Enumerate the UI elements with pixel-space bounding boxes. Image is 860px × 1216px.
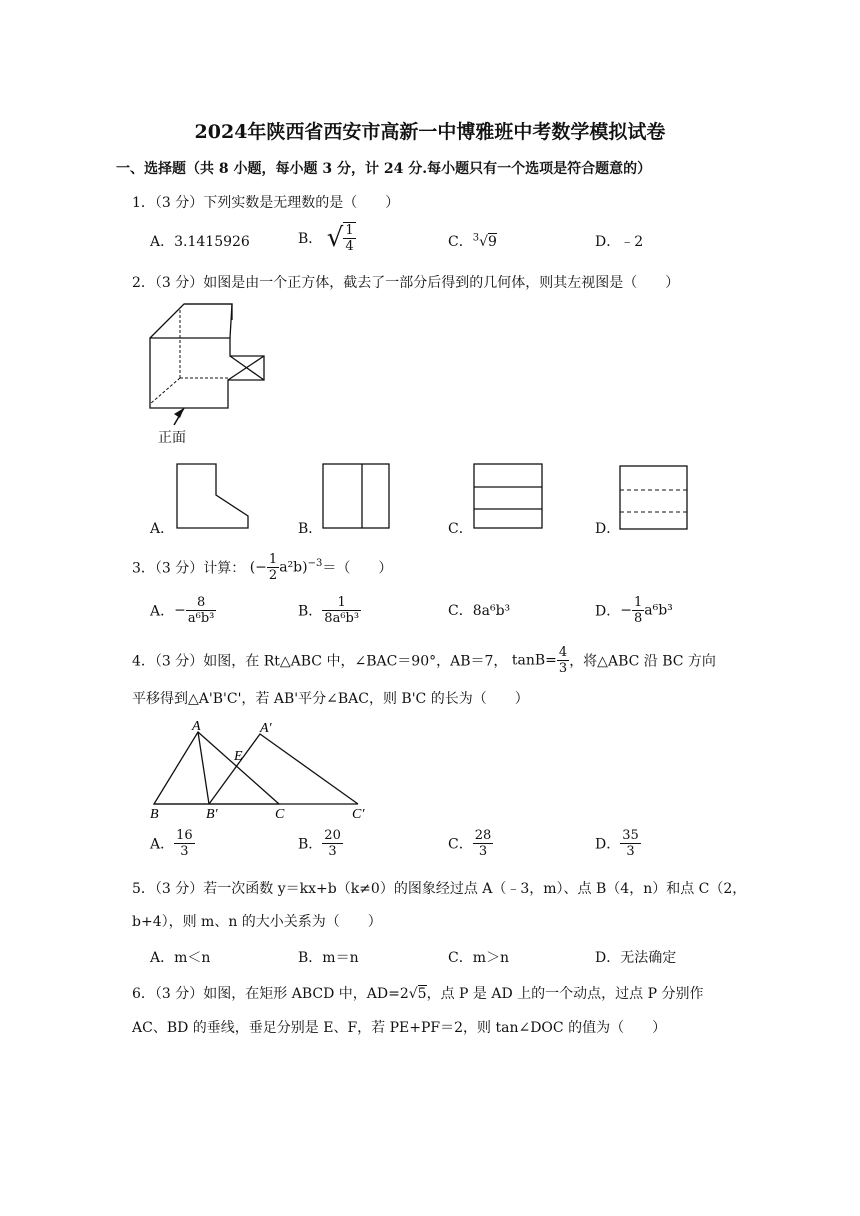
q1-option-c[interactable]: C．$^3$√9: [448, 232, 497, 250]
sqrt-symbol: √: [326, 223, 344, 253]
label-C-prime: C′: [352, 807, 365, 822]
q3-option-d[interactable]: D．− $\frac{1}{8}$ a⁶b³: [595, 595, 673, 626]
label-B-prime: B′: [206, 807, 218, 822]
q5-option-b[interactable]: B．m＝n: [298, 950, 359, 966]
q1-option-a[interactable]: A．3.1415926: [150, 234, 250, 250]
question-4-line-1: 4．（3 分）如图，在 Rt△ABC 中，∠BAC＝90°，AB＝7， tanB= $\frac{4}{3}$ ，将△ABC 沿 BC 方向: [132, 645, 716, 676]
q2-option-a-label[interactable]: A．: [150, 521, 175, 537]
q3-option-c[interactable]: C．8a⁶b³: [448, 603, 511, 619]
page-title: 2024年陕西省西安市高新一中博雅班中考数学模拟试卷: [194, 121, 666, 143]
label-A-prime: A′: [260, 721, 272, 736]
q2-option-b-figure[interactable]: [322, 463, 390, 529]
question-5-line-2: b+4），则 m、n 的大小关系为（ ）: [132, 914, 382, 930]
front-label: 正面: [158, 430, 186, 446]
q4-option-a[interactable]: A． $\frac{16}{3}$: [150, 828, 193, 859]
q3-option-a[interactable]: A．− $\frac{8}{\text{a⁶b³}}$: [150, 595, 215, 626]
section-heading: 一、选择题（共 8 小题，每小题 3 分，计 24 分.每小题只有一个选项是符合题意的）: [116, 161, 652, 177]
q2-option-c-label[interactable]: C．: [448, 521, 473, 537]
question-5-line-1: 5．（3 分）若一次函数 y＝kx+b（k≠0）的图象经过点 A（﹣3，m）、点 B（4，n）和点 C（2，: [132, 881, 747, 897]
q3-option-b[interactable]: B． $\frac{1}{\text{8a⁶b³}}$: [298, 595, 360, 626]
label-E: E: [234, 749, 243, 764]
q5-option-a[interactable]: A．m＜n: [150, 950, 211, 966]
question-1-stem: 1．（3 分）下列实数是无理数的是（ ）: [132, 195, 400, 211]
question-2-stem: 2．（3 分）如图是由一个正方体，截去了一部分后得到的几何体，则其左视图是（ ）: [132, 275, 680, 291]
q4-option-b[interactable]: B． $\frac{20}{3}$: [298, 828, 341, 859]
label-A: A: [192, 719, 201, 734]
q1-b-fraction: $\frac{1}{4}$: [345, 223, 354, 254]
q1-option-d[interactable]: D．﹣2: [595, 234, 644, 250]
q5-option-c[interactable]: C．m＞n: [448, 950, 510, 966]
question-4-line-2: 平移得到△A'B'C'，若 AB'平分∠BAC，则 B'C 的长为（ ）: [132, 691, 529, 707]
question-6-line-1: 6．（3 分）如图，在矩形 ABCD 中，AD=2√5，点 P 是 AD 上的一个动点，过点 P 分别作: [132, 986, 704, 1002]
q2-option-c-figure[interactable]: [473, 463, 543, 529]
q2-option-d-label[interactable]: D．: [595, 521, 621, 537]
label-C: C: [275, 807, 285, 822]
q4-triangle-figure: [148, 718, 378, 822]
q2-option-b-label[interactable]: B．: [298, 521, 323, 537]
q2-option-d-figure[interactable]: [619, 465, 689, 531]
question-6-line-2: AC、BD 的垂线，垂足分别是 E、F，若 PE+PF＝2，则 tan∠DOC 的值为（ ）: [132, 1020, 667, 1036]
question-3-stem: 3．（3 分）计算： (− $\frac{1}{2}$ a²b)$^{-3}$＝（ ）: [132, 552, 393, 583]
q5-option-d[interactable]: D．无法确定: [595, 950, 677, 966]
label-B: B: [150, 807, 159, 822]
q1-option-b[interactable]: B． √ $\frac{1}{4}$: [298, 223, 354, 254]
q4-option-c[interactable]: C． $\frac{28}{3}$: [448, 828, 492, 859]
q4-option-d[interactable]: D． $\frac{35}{3}$: [595, 828, 639, 859]
q2-option-a-figure[interactable]: [176, 463, 251, 529]
